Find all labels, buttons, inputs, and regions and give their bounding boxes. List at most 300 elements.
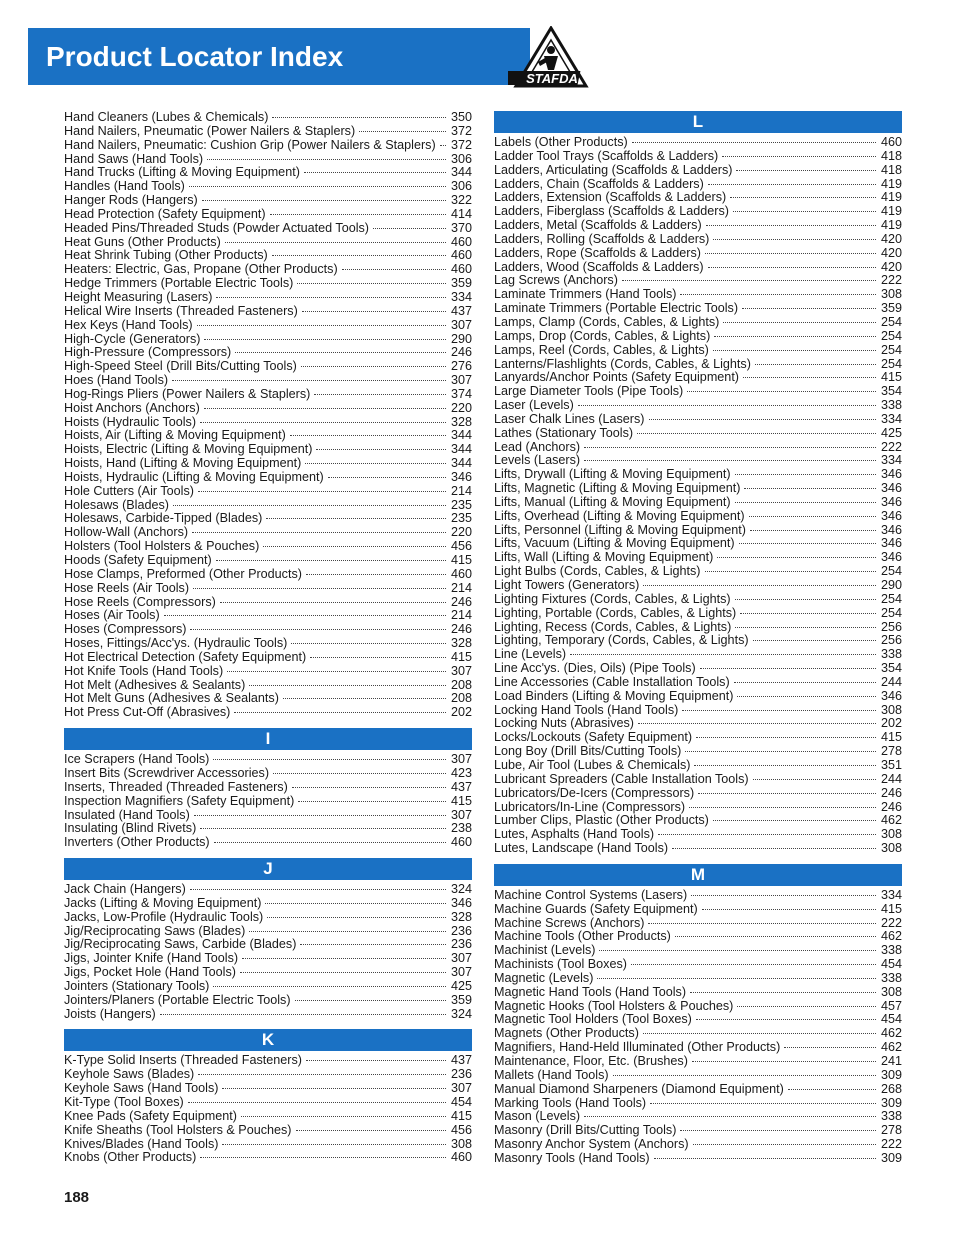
entry-term: Lubricators/De-Icers (Compressors) xyxy=(494,785,695,800)
index-entry xyxy=(494,787,902,801)
entry-page: 460 xyxy=(880,135,902,149)
entry-term: Ladders, Rope (Scaffolds & Ladders) xyxy=(494,245,701,260)
entry-term: Lighting, Temporary (Cords, Cables, & Lights) xyxy=(494,633,749,648)
entry-page: 276 xyxy=(450,359,472,374)
entry-term: Hoses (Compressors) xyxy=(64,622,187,637)
dot-leader xyxy=(216,560,446,561)
index-entry xyxy=(494,330,902,344)
page-number: 188 xyxy=(64,1189,90,1206)
index-entry xyxy=(64,236,472,250)
entry-page: 246 xyxy=(880,785,902,800)
index-entry xyxy=(64,966,472,980)
dot-leader xyxy=(216,297,446,298)
entry-page: 278 xyxy=(880,1123,902,1138)
entry-term: Ladders, Chain (Scaffolds & Ladders) xyxy=(494,176,704,191)
entry-term: Line Accessories (Cable Installation Tools) xyxy=(494,674,730,689)
dot-leader xyxy=(234,712,446,713)
index-entry xyxy=(64,938,472,952)
dot-leader xyxy=(637,433,876,434)
entry-page: 420 xyxy=(880,231,902,246)
index-entry xyxy=(494,801,902,815)
entry-page: 254 xyxy=(880,328,902,343)
dot-leader xyxy=(613,1075,876,1076)
entry-page: 346 xyxy=(880,467,902,482)
index-entry xyxy=(494,413,902,427)
entry-term: Hoists, Hydraulic (Lifting & Moving Equipment) xyxy=(64,469,324,484)
index-entry xyxy=(64,994,472,1008)
dot-leader xyxy=(342,269,446,270)
entry-page: 246 xyxy=(450,594,472,609)
entry-page: 308 xyxy=(880,702,902,717)
entry-page: 346 xyxy=(880,494,902,509)
dot-leader xyxy=(242,958,446,959)
dot-leader xyxy=(328,477,446,478)
entry-term: Inserts, Threaded (Threaded Fasteners) xyxy=(64,779,288,794)
index-entry xyxy=(64,781,472,795)
entry-term: Lamps, Clamp (Cords, Cables, & Lights) xyxy=(494,314,720,329)
dot-leader xyxy=(680,294,876,295)
entry-term: Lag Screws (Anchors) xyxy=(494,273,618,288)
entry-page: 344 xyxy=(450,428,472,443)
entry-page: 214 xyxy=(450,608,472,623)
dot-leader xyxy=(643,585,876,586)
entry-page: 307 xyxy=(450,1081,472,1096)
dot-leader xyxy=(734,682,876,683)
entry-page: 460 xyxy=(450,1150,472,1165)
dot-leader xyxy=(440,145,446,146)
entry-term: Hoods (Safety Equipment) xyxy=(64,553,212,567)
entry-term: Hose Clamps, Preformed (Other Products) xyxy=(64,566,302,581)
index-entry xyxy=(64,1054,472,1068)
dot-leader xyxy=(213,986,446,987)
entry-term: K-Type Solid Inserts (Threaded Fasteners) xyxy=(64,1053,302,1068)
dot-leader xyxy=(310,657,446,658)
dot-leader xyxy=(689,807,876,808)
entry-page: 254 xyxy=(880,564,902,579)
index-entry xyxy=(494,219,902,233)
index-entry xyxy=(494,944,902,958)
entry-page: 344 xyxy=(450,165,472,180)
index-entry xyxy=(494,972,902,986)
entry-term: Headed Pins/Threaded Studs (Powder Actuated Tools) xyxy=(64,220,369,235)
entry-term: Lighting, Portable (Cords, Cables, & Lights) xyxy=(494,605,737,620)
entry-page: 208 xyxy=(450,691,472,706)
dot-leader xyxy=(198,1074,446,1075)
index-entry xyxy=(64,526,472,540)
index-entry xyxy=(64,457,472,471)
dot-leader xyxy=(298,801,446,802)
entry-term: Lighting, Recess (Cords, Cables, & Lights) xyxy=(494,619,732,634)
entry-term: Head Protection (Safety Equipment) xyxy=(64,206,266,221)
entry-page: 322 xyxy=(450,193,472,208)
entry-page: 372 xyxy=(450,137,472,152)
entry-term: Inverters (Other Products) xyxy=(64,835,210,850)
entry-page: 437 xyxy=(450,779,472,794)
dot-leader xyxy=(788,1089,876,1090)
entry-page: 344 xyxy=(450,456,472,471)
entry-page: 324 xyxy=(450,882,472,897)
entry-term: Magnetic (Levels) xyxy=(494,970,594,985)
dot-leader xyxy=(225,242,446,243)
entry-page: 256 xyxy=(880,619,902,634)
entry-term: Hand Cleaners (Lubes & Chemicals) xyxy=(64,110,269,124)
entry-term: Machinists (Tool Boxes) xyxy=(494,957,627,972)
index-entry xyxy=(494,593,902,607)
dot-leader xyxy=(584,1116,876,1117)
dot-leader xyxy=(584,460,876,461)
index-entry xyxy=(64,596,472,610)
entry-term: Ladders, Extension (Scaffolds & Ladders) xyxy=(494,190,727,205)
entry-page: 338 xyxy=(880,398,902,413)
entry-term: Magnetic Hand Tools (Hand Tools) xyxy=(494,984,687,999)
entry-page: 350 xyxy=(450,110,472,124)
entry-page: 338 xyxy=(880,970,902,985)
index-entry xyxy=(494,233,902,247)
index-entry xyxy=(64,651,472,665)
index-entry xyxy=(494,1055,902,1069)
entry-page: 346 xyxy=(880,550,902,565)
entry-page: 307 xyxy=(450,951,472,966)
dot-leader xyxy=(744,488,876,489)
dot-leader xyxy=(742,308,876,309)
dot-leader xyxy=(784,1047,876,1048)
dot-leader xyxy=(735,474,876,475)
entry-page: 328 xyxy=(450,909,472,924)
entry-term: Hand Nailers, Pneumatic (Power Nailers & Staplers) xyxy=(64,123,356,138)
index-entry xyxy=(64,249,472,263)
letter-heading-i: I xyxy=(64,728,472,750)
index-entry xyxy=(64,512,472,526)
entry-term: Hot Knife Tools (Hand Tools) xyxy=(64,663,224,678)
index-entry xyxy=(64,499,472,513)
section-h xyxy=(64,111,472,720)
entry-term: Insulated (Hand Tools) xyxy=(64,807,190,822)
letter-heading-m: M xyxy=(494,864,902,886)
entry-term: Line Acc'ys. (Dies, Oils) (Pipe Tools) xyxy=(494,661,696,676)
dot-leader xyxy=(190,629,446,630)
entry-page: 308 xyxy=(880,984,902,999)
entry-page: 346 xyxy=(880,481,902,496)
index-entry xyxy=(494,1097,902,1111)
dot-leader xyxy=(373,228,446,229)
entry-term: Lead (Anchors) xyxy=(494,439,581,454)
index-entry xyxy=(494,958,902,972)
entry-page: 334 xyxy=(880,453,902,468)
entry-term: Locks/Lockouts (Safety Equipment) xyxy=(494,730,693,745)
entry-term: Long Boy (Drill Bits/Cutting Tools) xyxy=(494,744,682,759)
entry-page: 202 xyxy=(880,716,902,731)
dot-leader xyxy=(193,588,446,589)
entry-page: 328 xyxy=(450,414,472,429)
index-entry xyxy=(494,524,902,538)
entry-page: 306 xyxy=(450,179,472,194)
entry-term: Jointers/Planers (Portable Electric Tools) xyxy=(64,992,291,1007)
index-entry xyxy=(64,883,472,897)
entry-term: Knife Sheaths (Tool Holsters & Pouches) xyxy=(64,1122,292,1137)
dot-leader xyxy=(314,394,446,395)
dot-leader xyxy=(302,311,446,312)
entry-term: Joists (Hangers) xyxy=(64,1006,156,1021)
dot-leader xyxy=(743,377,876,378)
entry-term: Hand Trucks (Lifting & Moving Equipment) xyxy=(64,165,300,180)
entry-term: Heat Guns (Other Products) xyxy=(64,234,221,249)
entry-page: 457 xyxy=(880,998,902,1013)
index-column-right xyxy=(494,111,902,1166)
entry-term: Holsters (Tool Holsters & Pouches) xyxy=(64,539,260,554)
dot-leader xyxy=(266,518,446,519)
entry-term: Locking Nuts (Abrasives) xyxy=(494,716,634,731)
entry-page: 236 xyxy=(450,937,472,952)
entry-page: 415 xyxy=(880,730,902,745)
entry-term: Levels (Lasers) xyxy=(494,453,581,468)
stafda-logo xyxy=(508,26,594,88)
entry-page: 462 xyxy=(880,1026,902,1041)
index-entry xyxy=(494,191,902,205)
index-entry xyxy=(494,759,902,773)
entry-term: Lifts, Personnel (Lifting & Moving Equipment) xyxy=(494,522,746,537)
index-entry xyxy=(494,302,902,316)
entry-term: Jigs, Jointer Knife (Hand Tools) xyxy=(64,951,239,966)
index-entry xyxy=(64,1110,472,1124)
dot-leader xyxy=(708,184,876,185)
dot-leader xyxy=(650,1103,876,1104)
dot-leader xyxy=(649,419,877,420)
entry-page: 309 xyxy=(880,1067,902,1082)
entry-page: 462 xyxy=(880,813,902,828)
entry-term: Load Binders (Lifting & Moving Equipment) xyxy=(494,688,734,703)
entry-term: Lubricators/In-Line (Compressors) xyxy=(494,799,686,814)
index-entry xyxy=(64,767,472,781)
entry-term: Mason (Levels) xyxy=(494,1109,581,1124)
dot-leader xyxy=(708,267,876,268)
entry-term: Lifts, Drywall (Lifting & Moving Equipment) xyxy=(494,467,731,482)
dot-leader xyxy=(220,602,446,603)
entry-term: Jointers (Stationary Tools) xyxy=(64,978,210,993)
dot-leader xyxy=(265,903,446,904)
entry-page: 346 xyxy=(880,536,902,551)
section-l xyxy=(494,136,902,856)
index-entry xyxy=(494,814,902,828)
index-entry xyxy=(64,822,472,836)
dot-leader xyxy=(189,186,446,187)
dot-leader xyxy=(638,723,876,724)
index-entry xyxy=(494,358,902,372)
entry-page: 346 xyxy=(880,688,902,703)
entry-page: 244 xyxy=(880,771,902,786)
entry-page: 307 xyxy=(450,807,472,822)
entry-term: High-Cycle (Generators) xyxy=(64,331,201,346)
index-entry xyxy=(64,291,472,305)
entry-term: Lifts, Overhead (Lifting & Moving Equipment) xyxy=(494,508,745,523)
entry-page: 425 xyxy=(880,425,902,440)
index-entry xyxy=(494,1138,902,1152)
entry-page: 202 xyxy=(450,705,472,720)
index-entry xyxy=(494,634,902,648)
entry-page: 254 xyxy=(880,605,902,620)
entry-term: Laminate Trimmers (Hand Tools) xyxy=(494,287,677,302)
entry-page: 454 xyxy=(880,1012,902,1027)
dot-leader xyxy=(316,449,446,450)
dot-leader xyxy=(359,131,446,132)
entry-page: 414 xyxy=(450,206,472,221)
entry-term: Helical Wire Inserts (Threaded Fasteners) xyxy=(64,303,298,318)
entry-page: 246 xyxy=(880,799,902,814)
entry-page: 214 xyxy=(450,580,472,595)
entry-term: Labels (Other Products) xyxy=(494,135,628,149)
index-entry xyxy=(494,274,902,288)
index-entry xyxy=(494,454,902,468)
letter-heading-l: L xyxy=(494,111,902,133)
index-entry xyxy=(64,360,472,374)
entry-term: Heat Shrink Tubing (Other Products) xyxy=(64,248,268,263)
index-entry xyxy=(494,1124,902,1138)
dot-leader xyxy=(290,435,446,436)
entry-page: 359 xyxy=(450,276,472,291)
index-entry xyxy=(64,609,472,623)
entry-page: 222 xyxy=(880,439,902,454)
dot-leader xyxy=(190,889,446,890)
entry-page: 236 xyxy=(450,923,472,938)
index-entry xyxy=(64,222,472,236)
entry-page: 462 xyxy=(880,1040,902,1055)
index-entry xyxy=(494,1000,902,1014)
dot-leader xyxy=(578,405,876,406)
index-entry xyxy=(494,427,902,441)
entry-page: 460 xyxy=(450,234,472,249)
entry-page: 235 xyxy=(450,511,472,526)
entry-term: Laminate Trimmers (Portable Electric Tools) xyxy=(494,301,739,316)
index-entry xyxy=(494,621,902,635)
entry-term: Ladders, Rolling (Scaffolds & Ladders) xyxy=(494,231,710,246)
entry-term: Manual Diamond Sharpeners (Diamond Equipment) xyxy=(494,1081,784,1096)
entry-term: Keyhole Saws (Blades) xyxy=(64,1067,195,1082)
index-entry xyxy=(494,371,902,385)
dot-leader xyxy=(599,950,876,951)
index-entry xyxy=(494,496,902,510)
index-entry xyxy=(64,263,472,277)
entry-page: 290 xyxy=(880,578,902,592)
dot-leader xyxy=(200,828,446,829)
section-m xyxy=(494,889,902,1166)
index-entry xyxy=(64,1138,472,1152)
entry-term: Hoists, Air (Lifting & Moving Equipment) xyxy=(64,428,286,443)
dot-leader xyxy=(723,322,876,323)
index-entry xyxy=(64,153,472,167)
index-entry xyxy=(494,1013,902,1027)
entry-page: 338 xyxy=(880,1109,902,1124)
index-entry xyxy=(494,399,902,413)
entry-page: 437 xyxy=(450,303,472,318)
entry-page: 351 xyxy=(880,757,902,772)
entry-term: Masonry Anchor System (Anchors) xyxy=(494,1137,689,1152)
entry-page: 334 xyxy=(450,289,472,304)
entry-term: Light Towers (Generators) xyxy=(494,578,640,592)
section-k xyxy=(64,1054,472,1165)
dot-leader xyxy=(702,909,876,910)
index-entry xyxy=(494,828,902,842)
entry-page: 354 xyxy=(880,384,902,399)
entry-term: Lube, Air Tool (Lubes & Chemicals) xyxy=(494,757,691,772)
entry-term: Hoists (Hydraulic Tools) xyxy=(64,414,197,429)
entry-term: Jacks, Low-Profile (Hydraulic Tools) xyxy=(64,909,264,924)
index-entry xyxy=(64,568,472,582)
entry-term: Lanterns/Flashlights (Cords, Cables, & Lights) xyxy=(494,356,751,371)
index-entry xyxy=(64,416,472,430)
dot-leader xyxy=(713,239,876,240)
index-entry xyxy=(64,402,472,416)
entry-term: Maintenance, Floor, Etc. (Brushes) xyxy=(494,1054,688,1068)
entry-page: 418 xyxy=(880,148,902,163)
entry-term: Mallets (Hand Tools) xyxy=(494,1067,609,1082)
entry-page: 338 xyxy=(880,647,902,662)
dot-leader xyxy=(197,325,446,326)
entry-page: 222 xyxy=(880,273,902,288)
entry-term: Lifts, Manual (Lifting & Moving Equipment) xyxy=(494,494,731,509)
entry-page: 338 xyxy=(880,943,902,958)
index-entry xyxy=(494,1083,902,1097)
entry-term: High-Speed Steel (Drill Bits/Cutting Tools) xyxy=(64,359,297,374)
index-entry xyxy=(494,889,902,903)
entry-page: 359 xyxy=(450,992,472,1007)
dot-leader xyxy=(198,491,446,492)
index-entry xyxy=(494,731,902,745)
entry-term: Hoses, Fittings/Acc'ys. (Hydraulic Tools) xyxy=(64,636,288,651)
dot-leader xyxy=(753,779,876,780)
entry-term: Ladders, Articulating (Scaffolds & Ladders) xyxy=(494,162,733,177)
entry-term: Jig/Reciprocating Saws, Carbide (Blades) xyxy=(64,937,297,952)
entry-term: Lutes, Asphalts (Hand Tools) xyxy=(494,827,655,842)
dot-leader xyxy=(680,1130,876,1131)
entry-page: 454 xyxy=(450,1095,472,1109)
letter-heading-k: K xyxy=(64,1029,472,1051)
entry-page: 241 xyxy=(880,1054,902,1068)
dot-leader xyxy=(301,366,446,367)
page-title: Product Locator Index xyxy=(46,41,344,72)
index-entry xyxy=(64,836,472,850)
index-entry xyxy=(494,662,902,676)
letter-heading-j: J xyxy=(64,858,472,880)
index-entry xyxy=(494,510,902,524)
entry-term: Masonry (Drill Bits/Cutting Tools) xyxy=(494,1123,677,1138)
dot-leader xyxy=(235,352,446,353)
index-entry xyxy=(494,178,902,192)
index-entry xyxy=(494,717,902,731)
entry-page: 307 xyxy=(450,752,472,767)
dot-leader xyxy=(200,422,446,423)
dot-leader xyxy=(240,972,446,973)
entry-term: Hedge Trimmers (Portable Electric Tools) xyxy=(64,276,294,291)
entry-page: 238 xyxy=(450,821,472,836)
entry-term: Knives/Blades (Hand Tools) xyxy=(64,1136,219,1151)
index-entry xyxy=(494,261,902,275)
dot-leader xyxy=(696,1019,876,1020)
index-entry xyxy=(494,288,902,302)
entry-term: Laser Chalk Lines (Lasers) xyxy=(494,411,645,426)
dot-leader xyxy=(705,571,877,572)
index-entry xyxy=(494,247,902,261)
dot-leader xyxy=(717,557,876,558)
entry-term: Hex Keys (Hand Tools) xyxy=(64,317,193,332)
dot-leader xyxy=(306,574,446,575)
dot-leader xyxy=(194,815,446,816)
index-entry xyxy=(64,139,472,153)
index-entry xyxy=(494,1027,902,1041)
dot-leader xyxy=(291,643,446,644)
dot-leader xyxy=(214,842,446,843)
entry-term: Line (Levels) xyxy=(494,647,567,662)
entry-term: Hot Electrical Detection (Safety Equipment) xyxy=(64,649,307,664)
entry-term: Hot Press Cut-Off (Abrasives) xyxy=(64,705,231,720)
